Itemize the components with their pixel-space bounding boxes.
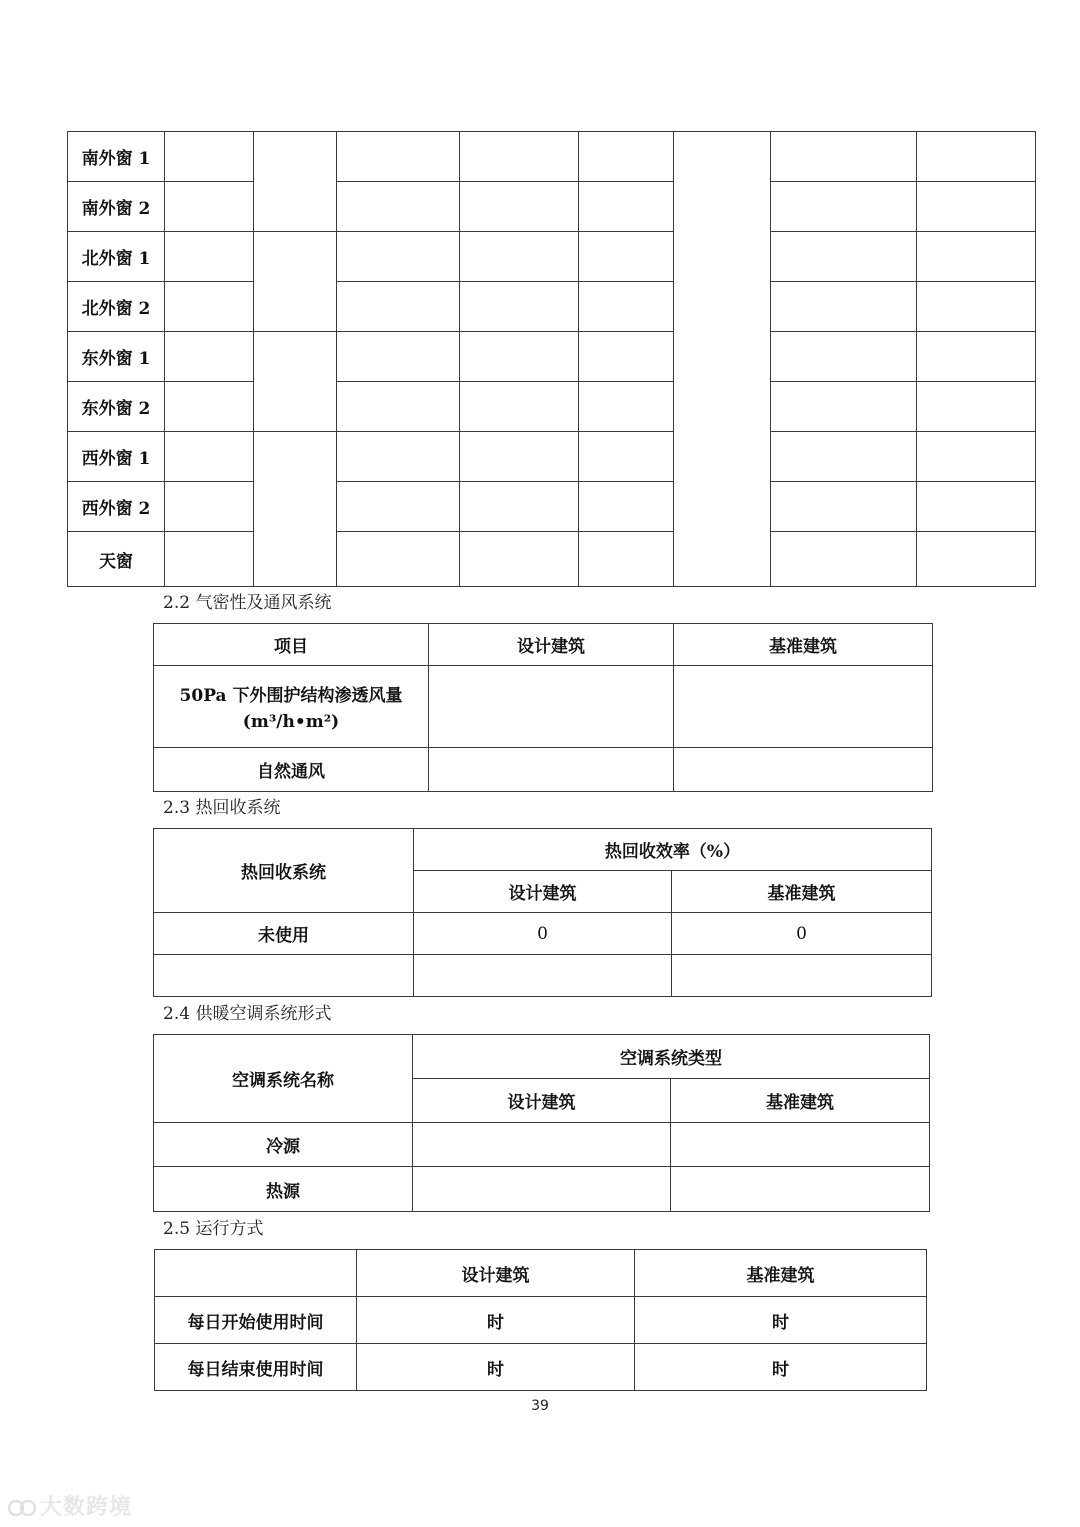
row-label: 西外窗 1 bbox=[68, 432, 165, 482]
header-design: 设计建筑 bbox=[429, 624, 674, 666]
row-label-cold-source: 冷源 bbox=[154, 1123, 413, 1167]
page-number: 39 bbox=[531, 1398, 549, 1414]
windows-table bbox=[67, 131, 1036, 587]
operation-table bbox=[154, 1249, 927, 1391]
watermark-text: 大数跨境 bbox=[40, 1495, 133, 1520]
row-label: 北外窗 1 bbox=[68, 232, 165, 282]
header-item: 项目 bbox=[154, 624, 429, 666]
row-label: 东外窗 2 bbox=[68, 382, 165, 432]
hvac-system-table bbox=[153, 1034, 930, 1212]
cell-base: 时 bbox=[635, 1344, 927, 1391]
header-base: 基准建筑 bbox=[674, 624, 933, 666]
row-label: 西外窗 2 bbox=[68, 482, 165, 532]
cell-design: 时 bbox=[357, 1297, 635, 1344]
header-base: 基准建筑 bbox=[635, 1250, 927, 1297]
cell-design: 时 bbox=[357, 1344, 635, 1391]
row-label-start-time: 每日开始使用时间 bbox=[155, 1297, 357, 1344]
row-label: 未使用 bbox=[154, 913, 414, 955]
header-efficiency: 热回收效率（%） bbox=[414, 829, 932, 871]
section-heading-2-3: 2.3 热回收系统 bbox=[163, 798, 281, 818]
row-label-heat-source: 热源 bbox=[154, 1167, 413, 1212]
watermark-logo-icon bbox=[8, 1498, 36, 1518]
section-heading-2-4: 2.4 供暖空调系统形式 bbox=[163, 1004, 332, 1024]
row-label: 北外窗 2 bbox=[68, 282, 165, 332]
row-label: 天窗 bbox=[68, 532, 165, 587]
header-design: 设计建筑 bbox=[413, 1079, 671, 1123]
header-base: 基准建筑 bbox=[672, 871, 932, 913]
row-label: 南外窗 2 bbox=[68, 182, 165, 232]
cell-base: 0 bbox=[672, 913, 932, 955]
row-label-end-time: 每日结束使用时间 bbox=[155, 1344, 357, 1391]
header-system-name: 空调系统名称 bbox=[154, 1035, 413, 1123]
row-label: 东外窗 1 bbox=[68, 332, 165, 382]
header-design: 设计建筑 bbox=[414, 871, 672, 913]
row-label: 南外窗 1 bbox=[68, 132, 165, 182]
header-base: 基准建筑 bbox=[671, 1079, 930, 1123]
header-system: 热回收系统 bbox=[154, 829, 414, 913]
row-label-infiltration: 50Pa 下外围护结构渗透风量 (m³/h•m²) bbox=[154, 666, 429, 748]
cell-design: 0 bbox=[414, 913, 672, 955]
section-heading-2-2: 2.2 气密性及通风系统 bbox=[163, 593, 332, 613]
heat-recovery-table bbox=[153, 828, 932, 997]
header-design: 设计建筑 bbox=[357, 1250, 635, 1297]
row-label-natural-ventilation: 自然通风 bbox=[154, 748, 429, 792]
header-system-type: 空调系统类型 bbox=[413, 1035, 930, 1079]
airtightness-table bbox=[153, 623, 933, 792]
section-heading-2-5: 2.5 运行方式 bbox=[163, 1219, 264, 1239]
cell-base: 时 bbox=[635, 1297, 927, 1344]
watermark bbox=[8, 1490, 132, 1521]
